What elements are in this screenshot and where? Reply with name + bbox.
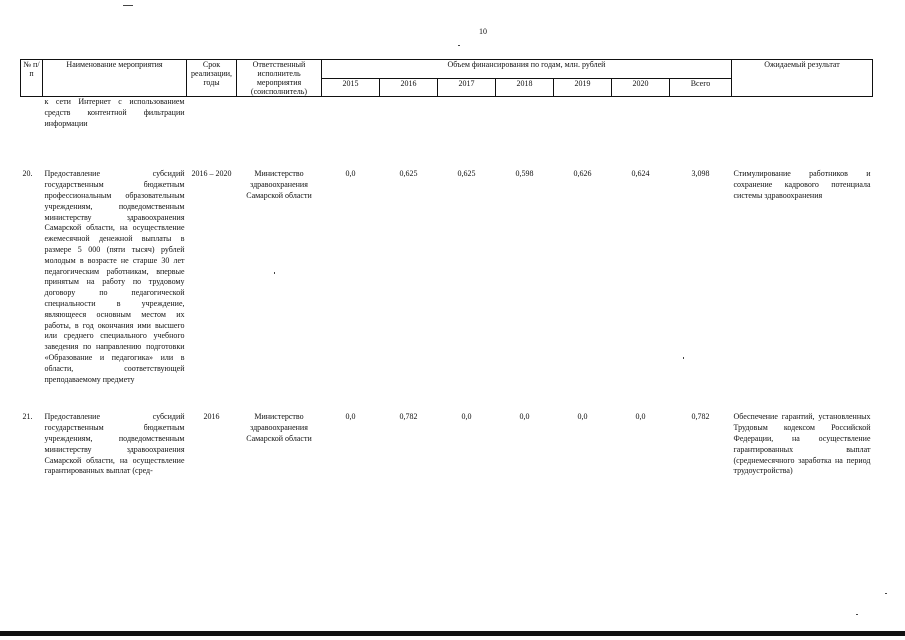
funding-table [20,59,873,477]
value-total: 0,782 [691,412,710,422]
scan-mark [856,614,858,615]
header-year-2019: 2019 [554,78,612,97]
scan-mark [885,593,887,594]
header-year-2015: 2015 [322,78,380,97]
row-number: 21. [22,412,33,422]
header-num: № п/п [21,60,43,97]
value-2018: 0,0 [519,412,530,422]
value-2020: 0,0 [635,412,646,422]
value-2015: 0,0 [345,169,356,179]
scan-mark [458,45,460,46]
continuation-text: к сети Интернет с использованием средств контентной фильтрации информации [44,97,185,128]
responsible: Министерство здравоохранения Самарской области [246,412,312,443]
value-2020: 0,624 [631,169,650,179]
top-rule [123,5,133,6]
header-funding-group: Объем финансирования по годам, млн. рублей [322,60,732,79]
table-row [21,169,873,385]
value-2016: 0,782 [399,412,418,422]
header-term: Срок реализации, годы [187,60,237,97]
header-year-2018: 2018 [496,78,554,97]
value-2019: 0,626 [573,169,592,179]
header-total: Всего [670,78,732,97]
header-responsible: Ответственный исполнитель мероприятия (соисполнитель) [237,60,322,97]
table-row [21,412,873,477]
scan-mark [274,272,275,274]
responsible: Министерство здравоохранения Самарской области [246,169,312,200]
value-2017: 0,625 [457,169,476,179]
header-year-2017: 2017 [438,78,496,97]
scan-mark [683,357,684,359]
header-name: Наименование мероприятия [43,60,187,97]
table-row [21,97,873,130]
activity-name: Предоставление субсидий государственным бюджетным профессиональным образовательным учреждениям, подведомственным министерству здравоохранения Самарской области, на осуществление ежемесячной денежной выплаты в размере 5 000 (пяти тысяч) рублей молодым в возрасте не старше 30 лет педагогическим работникам, впервые принятым на работу по трудовому договору по педагогической специальности в учреждение, являющееся основным местом их работы, в год окончания ими высшего или среднего специального учебного заведения по направлению подготовки «Образование и педагогика» или в области, соответствующей преподаваемому предмету [44,169,185,384]
value-2019: 0,0 [577,412,588,422]
bottom-rule [0,631,905,636]
header-result: Ожидаемый результат [732,60,873,97]
value-2017: 0,0 [461,412,472,422]
expected-result: Стимулирование работников и сохранение кадрового потенциала системы здравоохранения [733,169,871,200]
expected-result: Обеспечение гарантий, установленных Трудовым кодексом Российской Федерации, на осуществление гарантированных выплат (среднемесячного заработка на период трудоустройства) [733,412,871,476]
row-number: 20. [22,169,33,179]
header-year-2016: 2016 [380,78,438,97]
activity-name: Предоставление субсидий государственным бюджетным учреждениям, подведомственным министерству здравоохранения Самарской области, на осуществление гарантированных выплат (сред- [44,412,185,476]
page-number: 10 [479,27,487,36]
header-year-2020: 2020 [612,78,670,97]
term: 2016 – 2020 [191,169,232,179]
value-2015: 0,0 [345,412,356,422]
value-2018: 0,598 [515,169,534,179]
value-total: 3,098 [691,169,710,179]
term: 2016 [203,412,220,422]
value-2016: 0,625 [399,169,418,179]
